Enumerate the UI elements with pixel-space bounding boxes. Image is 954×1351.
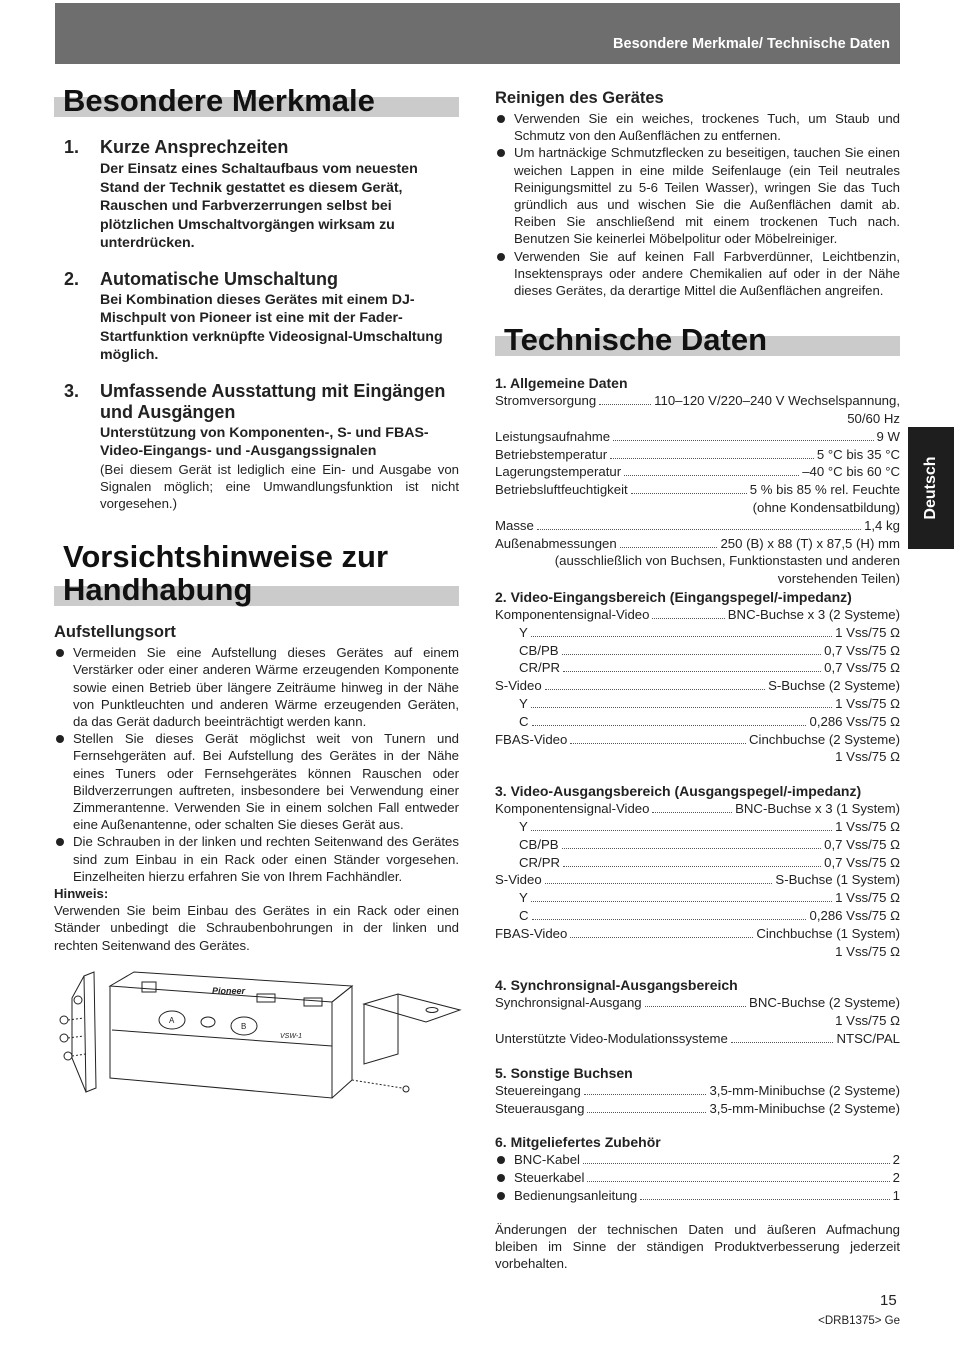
dot-leader <box>624 475 799 476</box>
brand-label: Pioneer <box>212 986 246 996</box>
dot-leader <box>640 1199 889 1200</box>
spec-row <box>495 1082 900 1100</box>
spec-value: –40 °C bis 60 °C <box>802 464 900 480</box>
spec-section-6 <box>495 1151 900 1204</box>
spec-row <box>495 907 900 925</box>
spec-label: Y <box>519 695 528 711</box>
spec-section-3 <box>495 800 900 960</box>
spec-value: 250 (B) x 88 (T) x 87,5 (H) mm <box>720 535 900 551</box>
spec-section-3-heading: 3. Video-Ausgangsbereich (Ausgangspegel/-impedanz) <box>495 783 862 800</box>
dot-leader <box>531 636 832 637</box>
spec-section-6-heading: 6. Mitgeliefertes Zubehör <box>495 1134 661 1151</box>
spec-section-1-heading: 1. Allgemeine Daten <box>495 375 628 392</box>
spec-value: 1,4 kg <box>864 517 900 533</box>
spec-continuation: 50/60 Hz <box>847 411 900 427</box>
spec-row <box>495 677 900 695</box>
spec-value: BNC-Buchse (2 Systeme) <box>749 995 900 1011</box>
spec-row <box>495 1030 900 1048</box>
rack-mount-illustration <box>52 968 462 1100</box>
spec-value: 0,7 Vss/75 Ω <box>824 854 900 870</box>
dot-leader <box>584 1094 707 1095</box>
spec-row <box>495 1169 900 1187</box>
hinweis-text: Verwenden Sie beim Einbau des Gerätes in ein Rack oder einen Ständer unbedingt die Schraubenbohrungen in der linken und rechten Seitenwand des Gerätes. <box>54 903 459 953</box>
spec-row <box>495 446 900 464</box>
spec-label: Komponentensignal-Video <box>495 607 650 622</box>
spec-value: S-Buchse (2 Systeme) <box>768 678 900 694</box>
feature-3-body: Unterstützung von Komponenten-, S- und FBAS-Video-Eingangs- und -Ausgangssignalen <box>100 424 429 459</box>
dot-leader <box>645 1006 746 1007</box>
feature-2-heading: 2. Automatische Umschaltung <box>64 268 339 289</box>
spec-row <box>495 392 900 410</box>
spec-value: 0,286 Vss/75 Ω <box>809 907 900 923</box>
button-b-label: B <box>241 1022 247 1031</box>
dot-leader <box>731 1042 834 1043</box>
spec-label: Unterstützte Video-Modulationssysteme <box>495 1030 728 1046</box>
spec-label: Betriebsluftfeuchtigkeit <box>495 482 628 498</box>
spec-label: Lagerungstemperatur <box>495 464 622 480</box>
spec-label: Komponentensignal-Video <box>495 801 650 817</box>
dot-leader <box>532 725 807 726</box>
list-item: Vermeiden Sie eine Aufstellung dieses Gerätes auf einem Verstärker oder einer anderen Wärme erzeugenden Komponente sowie einen Betrieb über längere Zeiträume hinweg in der Nähe von Punktleuchten und anderen Wärme erzeugenden Geräten, da das Gerät dadurch beeinträchtigt werden kann. <box>54 644 459 730</box>
button-a-label: A <box>169 1016 175 1025</box>
dot-leader <box>599 404 651 405</box>
dot-leader <box>531 830 832 831</box>
spec-label: CB/PB <box>519 642 559 658</box>
spec-label: S-Video <box>495 678 542 694</box>
dot-leader <box>563 671 821 672</box>
vorsicht-title: Vorsichtshinweise zur Handhabung <box>54 540 459 606</box>
spec-value: Cinchbuchse (2 Systeme) <box>749 731 900 747</box>
spec-label: Bedienungsanleitung <box>495 1187 637 1205</box>
list-item: Stellen Sie dieses Gerät möglichst weit von Tunern und Fernsehgeräten auf. Bei Aufstellung des Gerätes in der Nähe eines Tuners oder Fernsehgerätes können Rauschen oder Bildverzerrungen auftreten, insbesondere bei Verwendung einer Zimmerantenne. Verwenden Sie in einem solchen Fall entweder eine Außenantenne, oder schalten Sie dieses Gerät aus. <box>54 730 459 833</box>
spec-section-1 <box>495 392 900 588</box>
aufstellung-list <box>54 644 459 885</box>
spec-value: 3,5-mm-Minibuchse (2 Systeme) <box>709 1082 900 1098</box>
spec-value: 110–120 V/220–240 V Wechselspannung, <box>654 393 900 409</box>
spec-label: CR/PR <box>519 854 561 870</box>
list-item: Verwenden Sie auf keinen Fall Farbverdünner, Leichtbenzin, Insektensprays oder andere Chemikalien auf oder in der Nähe dieses Gerätes, da derartige Mittel die Außenflächen angreifen. <box>495 248 900 300</box>
spec-continuation: 1 Vss/75 Ω <box>835 943 900 959</box>
spec-value: 2 <box>892 1170 900 1186</box>
spec-label: Steuereingang <box>495 1082 581 1098</box>
spec-row <box>495 871 900 889</box>
spec-label: Stromversorgung <box>495 393 597 409</box>
spec-value: 2 <box>892 1152 900 1168</box>
spec-label: BNC-Kabel <box>495 1151 580 1169</box>
spec-value: 5 % bis 85 % rel. Feuchte <box>749 482 900 498</box>
feature-3-heading: 3. Umfassende Ausstattung mit Eingängen und Ausgängen <box>64 380 446 422</box>
spec-label: Leistungsaufnahme <box>495 428 611 444</box>
dot-leader <box>532 919 807 920</box>
spec-value: 1 Vss/75 Ω <box>835 890 900 906</box>
dot-leader <box>537 529 861 530</box>
dot-leader <box>545 689 765 690</box>
spec-label: Y <box>519 890 528 906</box>
language-tab <box>908 427 954 549</box>
spec-value: BNC-Buchse x 3 (1 System) <box>735 801 900 817</box>
header-bar <box>55 3 900 64</box>
page-number: 15 <box>880 1292 897 1309</box>
spec-row <box>495 818 900 836</box>
spec-row <box>495 642 900 660</box>
reinigen-heading: Reinigen des Gerätes <box>495 89 664 107</box>
spec-label: Synchronsignal-Ausgang <box>495 995 642 1011</box>
list-item: Um hartnäckige Schmutzflecken zu beseitigen, tauchen Sie einen weichen Lappen in eine milde Seifenlauge (ein Teil neutrales Reinigungsmittel zu 5-6 Teilen Wasser), wringen Sie das Tuch gründlich aus und wischen Sie die Außenflächen damit ab. Reiben Sie anschließend mit einem trockenen Tuch nach. Benutzen Sie keinerlei Möbelpolitur oder Möbelreiniger. <box>495 144 900 247</box>
spec-label: C <box>519 713 529 729</box>
tech-title: Technische Daten <box>495 323 900 356</box>
spec-section-4 <box>495 994 900 1047</box>
spec-value: S-Buchse (1 System) <box>775 872 900 888</box>
spec-row <box>495 481 900 499</box>
spec-label: Außenabmessungen <box>495 535 617 551</box>
feature-1-heading: 1. Kurze Ansprechzeiten <box>64 137 289 157</box>
spec-row <box>495 535 900 553</box>
merkmale-title: Besondere Merkmale <box>54 84 459 117</box>
spec-label: C <box>519 907 529 923</box>
dot-leader <box>652 812 732 813</box>
spec-value: 1 Vss/75 Ω <box>835 695 900 711</box>
feature-2-body: Bei Kombination dieses Gerätes mit einem DJ-Mischpult von Pioneer ist eine mit der Fader-Startfunktion verknüpfte Videosignal-Umschaltung möglich. <box>100 291 443 363</box>
reinigen-list <box>495 110 900 299</box>
dot-leader <box>652 618 724 619</box>
spec-value: 5 °C bis 35 °C <box>816 446 900 462</box>
spec-label: CR/PR <box>519 660 561 676</box>
spec-row <box>495 428 900 446</box>
spec-label: FBAS-Video <box>495 731 568 747</box>
spec-section-2-heading: 2. Video-Eingangsbereich (Eingangspegel/-impedanz) <box>495 589 852 605</box>
spec-label: Steuerkabel <box>495 1169 584 1187</box>
spec-row <box>495 1151 900 1169</box>
spec-section-5-heading: 5. Sonstige Buchsen <box>495 1064 633 1081</box>
spec-continuation: (ohne Kondensatbildung) <box>752 500 900 516</box>
right-column <box>495 88 900 1272</box>
spec-row <box>495 517 900 535</box>
spec-value: BNC-Buchse x 3 (2 Systeme) <box>727 607 900 622</box>
hinweis-label: Hinweis: <box>54 885 109 901</box>
spec-row <box>495 695 900 713</box>
spec-section-2 <box>495 606 900 766</box>
feature-3-note: (Bei diesem Gerät ist lediglich eine Ein- und Ausgabe von Signalen möglich; eine Umwandlungsfunktion ist nicht vorgesehen.) <box>100 461 459 511</box>
dot-leader <box>587 1112 706 1113</box>
spec-row <box>495 1187 900 1205</box>
spec-value: Cinchbuchse (1 System) <box>756 925 900 941</box>
header-title: Besondere Merkmale/ Technische Daten <box>613 36 890 52</box>
dot-leader <box>613 440 873 441</box>
spec-label: S-Video <box>495 872 542 888</box>
spec-row <box>495 606 900 624</box>
spec-label: Steuerausgang <box>495 1100 585 1116</box>
spec-value: 0,7 Vss/75 Ω <box>824 836 900 852</box>
spec-value: 0,286 Vss/75 Ω <box>809 713 900 729</box>
spec-row <box>495 889 900 907</box>
spec-row <box>495 854 900 872</box>
spec-row <box>495 800 900 818</box>
spec-value: 9 W <box>876 428 900 444</box>
dot-leader <box>562 654 822 655</box>
dot-leader <box>620 547 718 548</box>
spec-row <box>495 713 900 731</box>
spec-value: NTSC/PAL <box>836 1030 900 1046</box>
aufstellung-heading: Aufstellungsort <box>54 623 176 642</box>
footer-note: Änderungen der technischen Daten und äußeren Aufmachung bleiben im Sinne der ständigen Produktverbesserung jederzeit vorbehalten. <box>495 1221 900 1272</box>
spec-value: 1 <box>892 1187 900 1203</box>
spec-row <box>495 659 900 677</box>
dot-leader <box>587 1181 889 1182</box>
dot-leader <box>563 866 821 867</box>
spec-label: Betriebstemperatur <box>495 446 608 462</box>
spec-label: Y <box>519 624 528 640</box>
spec-continuation: 1 Vss/75 Ω <box>835 1013 900 1029</box>
spec-label: CB/PB <box>519 836 559 852</box>
dot-leader <box>610 458 814 459</box>
spec-continuation: vorstehenden Teilen) <box>777 571 900 587</box>
spec-value: 0,7 Vss/75 Ω <box>824 660 900 676</box>
spec-continuation: 1 Vss/75 Ω <box>835 749 900 765</box>
spec-row <box>495 994 900 1012</box>
left-column <box>54 84 459 954</box>
spec-row <box>495 836 900 854</box>
spec-value: 1 Vss/75 Ω <box>835 624 900 640</box>
language-tab-label: Deutsch <box>922 456 939 520</box>
dot-leader <box>545 883 773 884</box>
spec-value: 3,5-mm-Minibuchse (2 Systeme) <box>709 1100 900 1116</box>
list-item: Verwenden Sie ein weiches, trockenes Tuch, um Staub und Schmutz von den Außenflächen zu entfernen. <box>495 110 900 144</box>
spec-section-4-heading: 4. Synchronsignal-Ausgangsbereich <box>495 977 738 994</box>
dot-leader <box>570 743 746 744</box>
spec-row <box>495 925 900 943</box>
dot-leader <box>570 937 753 938</box>
spec-label: FBAS-Video <box>495 925 568 941</box>
dot-leader <box>583 1163 890 1164</box>
dot-leader <box>562 848 822 849</box>
spec-row <box>495 1100 900 1118</box>
spec-value: 1 Vss/75 Ω <box>835 818 900 834</box>
dot-leader <box>531 901 832 902</box>
dot-leader <box>531 707 832 708</box>
spec-continuation: (ausschließlich von Buchsen, Funktionstasten und anderen <box>554 553 900 569</box>
spec-label: Y <box>519 818 528 834</box>
spec-value: 0,7 Vss/75 Ω <box>824 642 900 658</box>
model-label: VSW-1 <box>280 1033 303 1040</box>
document-code: <DRB1375> Ge <box>818 1315 900 1327</box>
spec-row <box>495 624 900 642</box>
list-item: Die Schrauben in der linken und rechten Seitenwand des Gerätes sind zum Einbau in ein Rack oder einen Ständer vorgesehen. Einzelheiten hierzu erfahren Sie von Ihrem Fachhändler. <box>54 833 459 885</box>
feature-1-body: Der Einsatz eines Schaltaufbaus vom neuesten Stand der Technik gestattet es diesem Gerät, Rauschen und Farbverzerrungen selbst bei plötzlichen Umschaltvorgängen wirksam zu unterdrücken. <box>100 161 418 251</box>
spec-section-5 <box>495 1082 900 1118</box>
spec-row <box>495 731 900 749</box>
dot-leader <box>631 493 747 494</box>
spec-row <box>495 463 900 481</box>
spec-label: Masse <box>495 517 534 533</box>
